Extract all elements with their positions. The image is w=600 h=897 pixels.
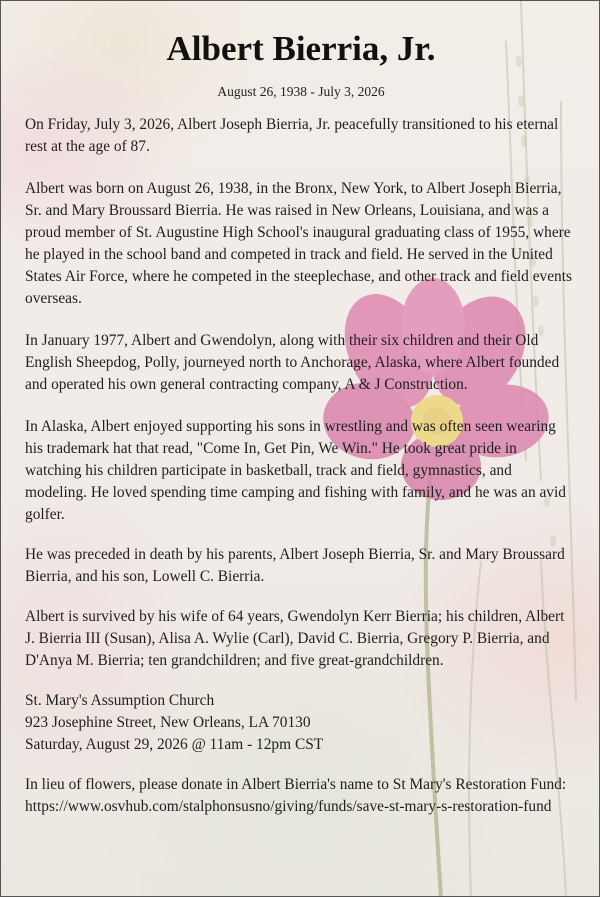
life-dates: August 26, 1938 - July 3, 2026 bbox=[217, 84, 385, 99]
donation-link[interactable]: https://www.osvhub.com/stalphonsusno/giving/funds/save-st-mary-s-restoration-fund bbox=[25, 798, 552, 815]
service-details bbox=[25, 690, 577, 756]
paragraph-preceded: He was preceded in death by his parents, Albert Joseph Bierria, Sr. and Mary Broussard Bierria, and his son, Lowell C. Bierria. bbox=[25, 546, 565, 585]
obituary-content bbox=[25, 1, 577, 818]
service-address: 923 Josephine Street, New Orleans, LA 70130 bbox=[25, 714, 311, 731]
page-title: Albert Bierria, Jr. bbox=[166, 29, 436, 68]
donation-section bbox=[25, 774, 577, 818]
paragraph-early-life: Albert was born on August 26, 1938, in the Bronx, New York, to Albert Joseph Bierria, Sr. and Mary Broussard Bierria. He was raised in New Orleans, Louisiana, and was a proud member of St. Augustine High School's inaugural graduating class of 1955, where he played in the school band and competed in track and field. He served in the United States Air Force, where he competed in the steeplechase, and other track and field events overseas. bbox=[25, 180, 573, 307]
paragraph-alaska-life: In Alaska, Albert enjoyed supporting his sons in wrestling and was often seen wearing his trademark hat that read, "Come In, Get Pin, We Win." He took great pride in watching his children participate in basketball, track and field, gymnastics, and modeling. He loved spending time camping and fishing with family, and he was an avid golfer. bbox=[25, 418, 566, 523]
service-venue: St. Mary's Assumption Church bbox=[25, 692, 215, 709]
paragraph-passing: On Friday, July 3, 2026, Albert Joseph Bierria, Jr. peacefully transitioned to his eternal rest at the age of 87. bbox=[25, 116, 559, 155]
donation-text: In lieu of flowers, please donate in Albert Bierria's name to St Mary's Restoration Fund: bbox=[25, 776, 567, 793]
paragraph-alaska-move: In January 1977, Albert and Gwendolyn, along with their six children and their Old English Sheepdog, Polly, journeyed north to Anchorage, Alaska, where Albert founded and operated his own general contracting company, A & J Construction. bbox=[25, 332, 560, 393]
paragraph-survivors: Albert is survived by his wife of 64 years, Gwendolyn Kerr Bierria; his children, Albert J. Bierria III (Susan), Alisa A. Wylie (Carl), David C. Bierria, Gregory P. Bierria, and D'Anya M. Bierria; ten grandchildren; and five great-grandchildren. bbox=[25, 608, 565, 669]
service-datetime: Saturday, August 29, 2026 @ 11am - 12pm CST bbox=[25, 736, 324, 753]
